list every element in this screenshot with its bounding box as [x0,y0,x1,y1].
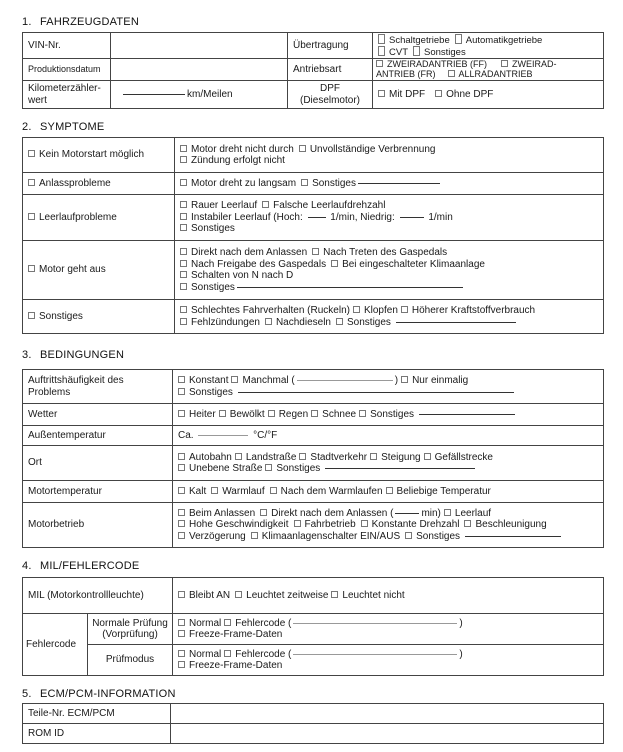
checkbox-with-dpf[interactable] [378,90,385,97]
checkbox-incomplete-combustion[interactable] [299,145,306,152]
checkbox-rough-idle[interactable] [180,201,187,208]
checkbox-rough-road[interactable] [178,464,185,471]
symptom-idle: Leerlaufprobleme [23,195,175,241]
checkbox-mil-stays-on[interactable] [178,591,185,598]
vin-field[interactable] [111,33,288,59]
outside-temp-field: Ca. °C/°F [173,426,604,446]
location-label: Ort [23,446,173,481]
section-title-symptoms: 2. SYMPTOME [22,121,105,133]
checkbox-idle-other[interactable] [180,224,187,231]
checkbox-other-symptom-other[interactable] [336,318,343,325]
other-symptom-blank[interactable] [396,322,516,323]
symptom-no-start-options: Motor dreht nicht durch Unvollständige Verbrennung Zündung erfolgt nicht [175,138,604,173]
checkbox-dieseling[interactable] [265,318,272,325]
checkbox-country-road[interactable] [235,453,242,460]
checkbox-unstable-idle[interactable] [180,213,187,220]
location-other-blank[interactable] [325,468,475,469]
idle-low-blank[interactable] [400,217,424,218]
normal-check-dtc-blank[interactable] [293,623,457,624]
checkbox-cold[interactable] [178,487,185,494]
checkbox-highway[interactable] [178,453,185,460]
crank-other-blank[interactable] [358,183,440,184]
weather-other-blank[interactable] [419,414,515,415]
production-date-label: Produktionsdatum [23,59,111,81]
checkbox-knocking[interactable] [353,306,360,313]
location-options: Autobahn Landstraße Stadtverkehr Steigung Gefällstrecke Unebene Straße Sonstiges [173,446,604,481]
checkbox-location-other[interactable] [265,464,272,471]
checkbox-right-after-start[interactable] [260,509,267,516]
outside-temp-blank[interactable] [198,435,248,436]
checkbox-no-crank[interactable] [180,145,187,152]
frequency-options: Konstant Manchmal ( ) Nur einmalig Sonstiges [173,370,604,404]
frequency-other-blank[interactable] [238,392,514,393]
checkbox-normal-check-freeze-frame[interactable] [178,630,185,637]
drive-type-options: ZWEIRADANTRIEB (FF) ZWEIRAD- ANTRIEB (FR) ALLRADANTRIEB [373,59,604,81]
checkbox-high-fuel-consumption[interactable] [401,306,408,313]
checkbox-normal-check-normal[interactable] [178,619,185,626]
checkbox-stall-accelerator-released[interactable] [180,260,187,267]
checkbox-constant[interactable] [178,376,185,383]
checkbox-stall-ac-on[interactable] [331,260,338,267]
checkbox-any-temperature[interactable] [386,487,393,494]
checkbox-crank-other[interactable] [301,179,308,186]
dpf-label: DPF (Dieselmotor) [288,81,373,109]
ecm-part-number-label: Teile-Nr. ECM/PCM [23,704,171,724]
checkbox-city-traffic[interactable] [299,453,306,460]
checkbox-no-ignition[interactable] [180,156,187,163]
checkbox-cvt[interactable] [378,46,385,56]
symptom-idle-options: Rauer Leerlauf Falsche Leerlaufdrehzahl Instabiler Leerlauf (Hoch: 1/min, Niedrig: 1/min Sonstiges [175,195,604,241]
test-mode-label: Prüfmodus [88,645,173,676]
ecm-part-number-field[interactable] [171,704,604,724]
minutes-after-start-blank[interactable] [395,513,419,514]
dpf-options: Mit DPF Ohne DPF [373,81,604,109]
checkbox-transmission-other[interactable] [413,46,420,56]
vehicle-data-table [22,32,604,109]
test-mode-dtc-blank[interactable] [293,654,457,655]
engine-operation-label: Motorbetrieb [23,503,173,548]
checkbox-downhill[interactable] [424,453,431,460]
symptom-stall: Motor geht aus [23,241,175,300]
symptom-stall-options: Direkt nach dem Anlassen Nach Treten des Gaspedals Nach Freigabe des Gaspedals Bei eingeschalteter Klimaanlage Schalten von N nach D Sonstiges [175,241,604,300]
checkbox-misfires[interactable] [180,318,187,325]
checkbox-2wd-ff[interactable] [376,60,383,67]
checkbox-weather-other[interactable] [359,410,366,417]
rom-id-field[interactable] [171,724,604,744]
checkbox-frequency-other[interactable] [178,388,185,395]
checkbox-slow-crank[interactable] [180,179,187,186]
test-mode-options: Normal Fehlercode ( ) Freeze-Frame-Daten [173,645,604,676]
checkbox-idling[interactable] [444,509,451,516]
section-title-vehicle-data: 1. FAHRZEUGDATEN [22,16,139,28]
sometimes-blank[interactable] [297,380,393,381]
checkbox-uphill[interactable] [370,453,377,460]
symptom-cranking: Anlassprobleme [23,173,175,195]
checkbox-constant-rpm[interactable] [361,520,368,527]
engine-temp-options: Kalt Warmlauf Nach dem Warmlaufen Beliebige Temperatur [173,481,604,503]
checkbox-normal-check-dtc[interactable] [224,619,231,626]
checkbox-stall-n-to-d[interactable] [180,271,187,278]
production-date-field[interactable] [111,59,288,81]
checkbox-test-mode-dtc[interactable] [224,650,231,657]
odometer-blank[interactable] [123,94,185,95]
rom-id-label: ROM ID [23,724,171,744]
checkbox-high-speed[interactable] [178,520,185,527]
weather-label: Wetter [23,404,173,426]
outside-temp-label: Außentemperatur [23,426,173,446]
engine-operation-options: Beim Anlassen Direkt nach dem Anlassen ( min) Leerlauf Hohe Geschwindigkeit Fahrbetrieb Konstante Drehzahl Beschleunigung Verzögerung Klimaanlagenschalter EIN/AUS Sonstiges [173,503,604,548]
checkbox-mil-intermittent[interactable] [235,591,242,598]
transmission-label: Übertragung [288,33,373,59]
checkbox-other-symptoms[interactable] [28,312,35,319]
section-title-mil-dtc: 4. MIL/FEHLERCODE [22,560,140,572]
checkbox-after-warm-up[interactable] [270,487,277,494]
checkbox-mil-off[interactable] [331,591,338,598]
normal-check-options: Normal Fehlercode ( ) Freeze-Frame-Daten [173,614,604,645]
symptom-no-start: Kein Motorstart möglich [23,138,175,173]
transmission-options: Schaltgetriebe Automatikgetriebe CVT Sonstiges [373,33,604,59]
checkbox-sometimes[interactable] [231,376,238,383]
checkbox-warming-up[interactable] [211,487,218,494]
operation-other-blank[interactable] [465,536,561,537]
checkbox-only-once[interactable] [401,376,408,383]
ecm-pcm-table [22,703,604,744]
checkbox-idle-problems[interactable] [28,213,35,220]
checkbox-ac-switch[interactable] [251,532,258,539]
weather-options: Heiter Bewölkt Regen Schnee Sonstiges [173,404,604,426]
symptom-other-options: Schlechtes Fahrverhalten (Ruckeln) Klopfen Höherer Kraftstoffverbrauch Fehlzündungen Nachdieseln Sonstiges [175,300,604,334]
checkbox-manual[interactable] [378,34,385,44]
checkbox-stall-other[interactable] [180,283,187,290]
checkbox-poor-drivability[interactable] [180,306,187,313]
symptom-other: Sonstiges [23,300,175,334]
checkbox-no-start[interactable] [28,150,35,157]
symptom-cranking-options: Motor dreht zu langsam Sonstiges [175,173,604,195]
checkbox-test-mode-normal[interactable] [178,650,185,657]
checkbox-operation-other[interactable] [405,532,412,539]
normal-check-label: Normale Prüfung (Vorprüfung) [88,614,173,645]
drive-type-label: Antriebsart [288,59,373,81]
checkbox-stall-accelerator-pressed[interactable] [312,248,319,255]
conditions-table [22,369,604,548]
idle-high-blank[interactable] [308,217,326,218]
section-title-conditions: 3. BEDINGUNGEN [22,349,125,361]
checkbox-when-starting[interactable] [178,509,185,516]
odometer-field[interactable]: km/Meilen [111,81,288,109]
checkbox-test-mode-freeze-frame[interactable] [178,661,185,668]
checkbox-stall-after-start[interactable] [180,248,187,255]
checkbox-cranking-problems[interactable] [28,179,35,186]
engine-temp-label: Motortemperatur [23,481,173,503]
checkbox-automatic[interactable] [455,34,462,44]
checkbox-deceleration[interactable] [178,532,185,539]
odometer-label: Kilometerzähler-wert [23,81,111,109]
frequency-label: Auftrittshäufigkeit des Problems [23,370,173,404]
mil-dtc-table [22,577,604,676]
checkbox-clear[interactable] [178,410,185,417]
checkbox-driving[interactable] [294,520,301,527]
vin-label: VIN-Nr. [23,33,111,59]
checkbox-cloudy[interactable] [219,410,226,417]
section-title-ecm-pcm: 5. ECM/PCM-INFORMATION [22,688,176,700]
dtc-label: Fehlercode [23,614,88,676]
stall-other-blank[interactable] [237,287,463,288]
symptoms-table [22,137,604,334]
checkbox-engine-stalls[interactable] [28,265,35,272]
checkbox-acceleration[interactable] [464,520,471,527]
checkbox-wrong-idle-speed[interactable] [262,201,269,208]
checkbox-awd[interactable] [448,70,455,77]
mil-label: MIL (Motorkontrollleuchte) [23,578,173,614]
checkbox-snow[interactable] [311,410,318,417]
checkbox-2wd-fr[interactable] [501,60,508,67]
mil-options: Bleibt AN Leuchtet zeitweise Leuchtet nicht [173,578,604,614]
checkbox-rain[interactable] [268,410,275,417]
checkbox-without-dpf[interactable] [435,90,442,97]
